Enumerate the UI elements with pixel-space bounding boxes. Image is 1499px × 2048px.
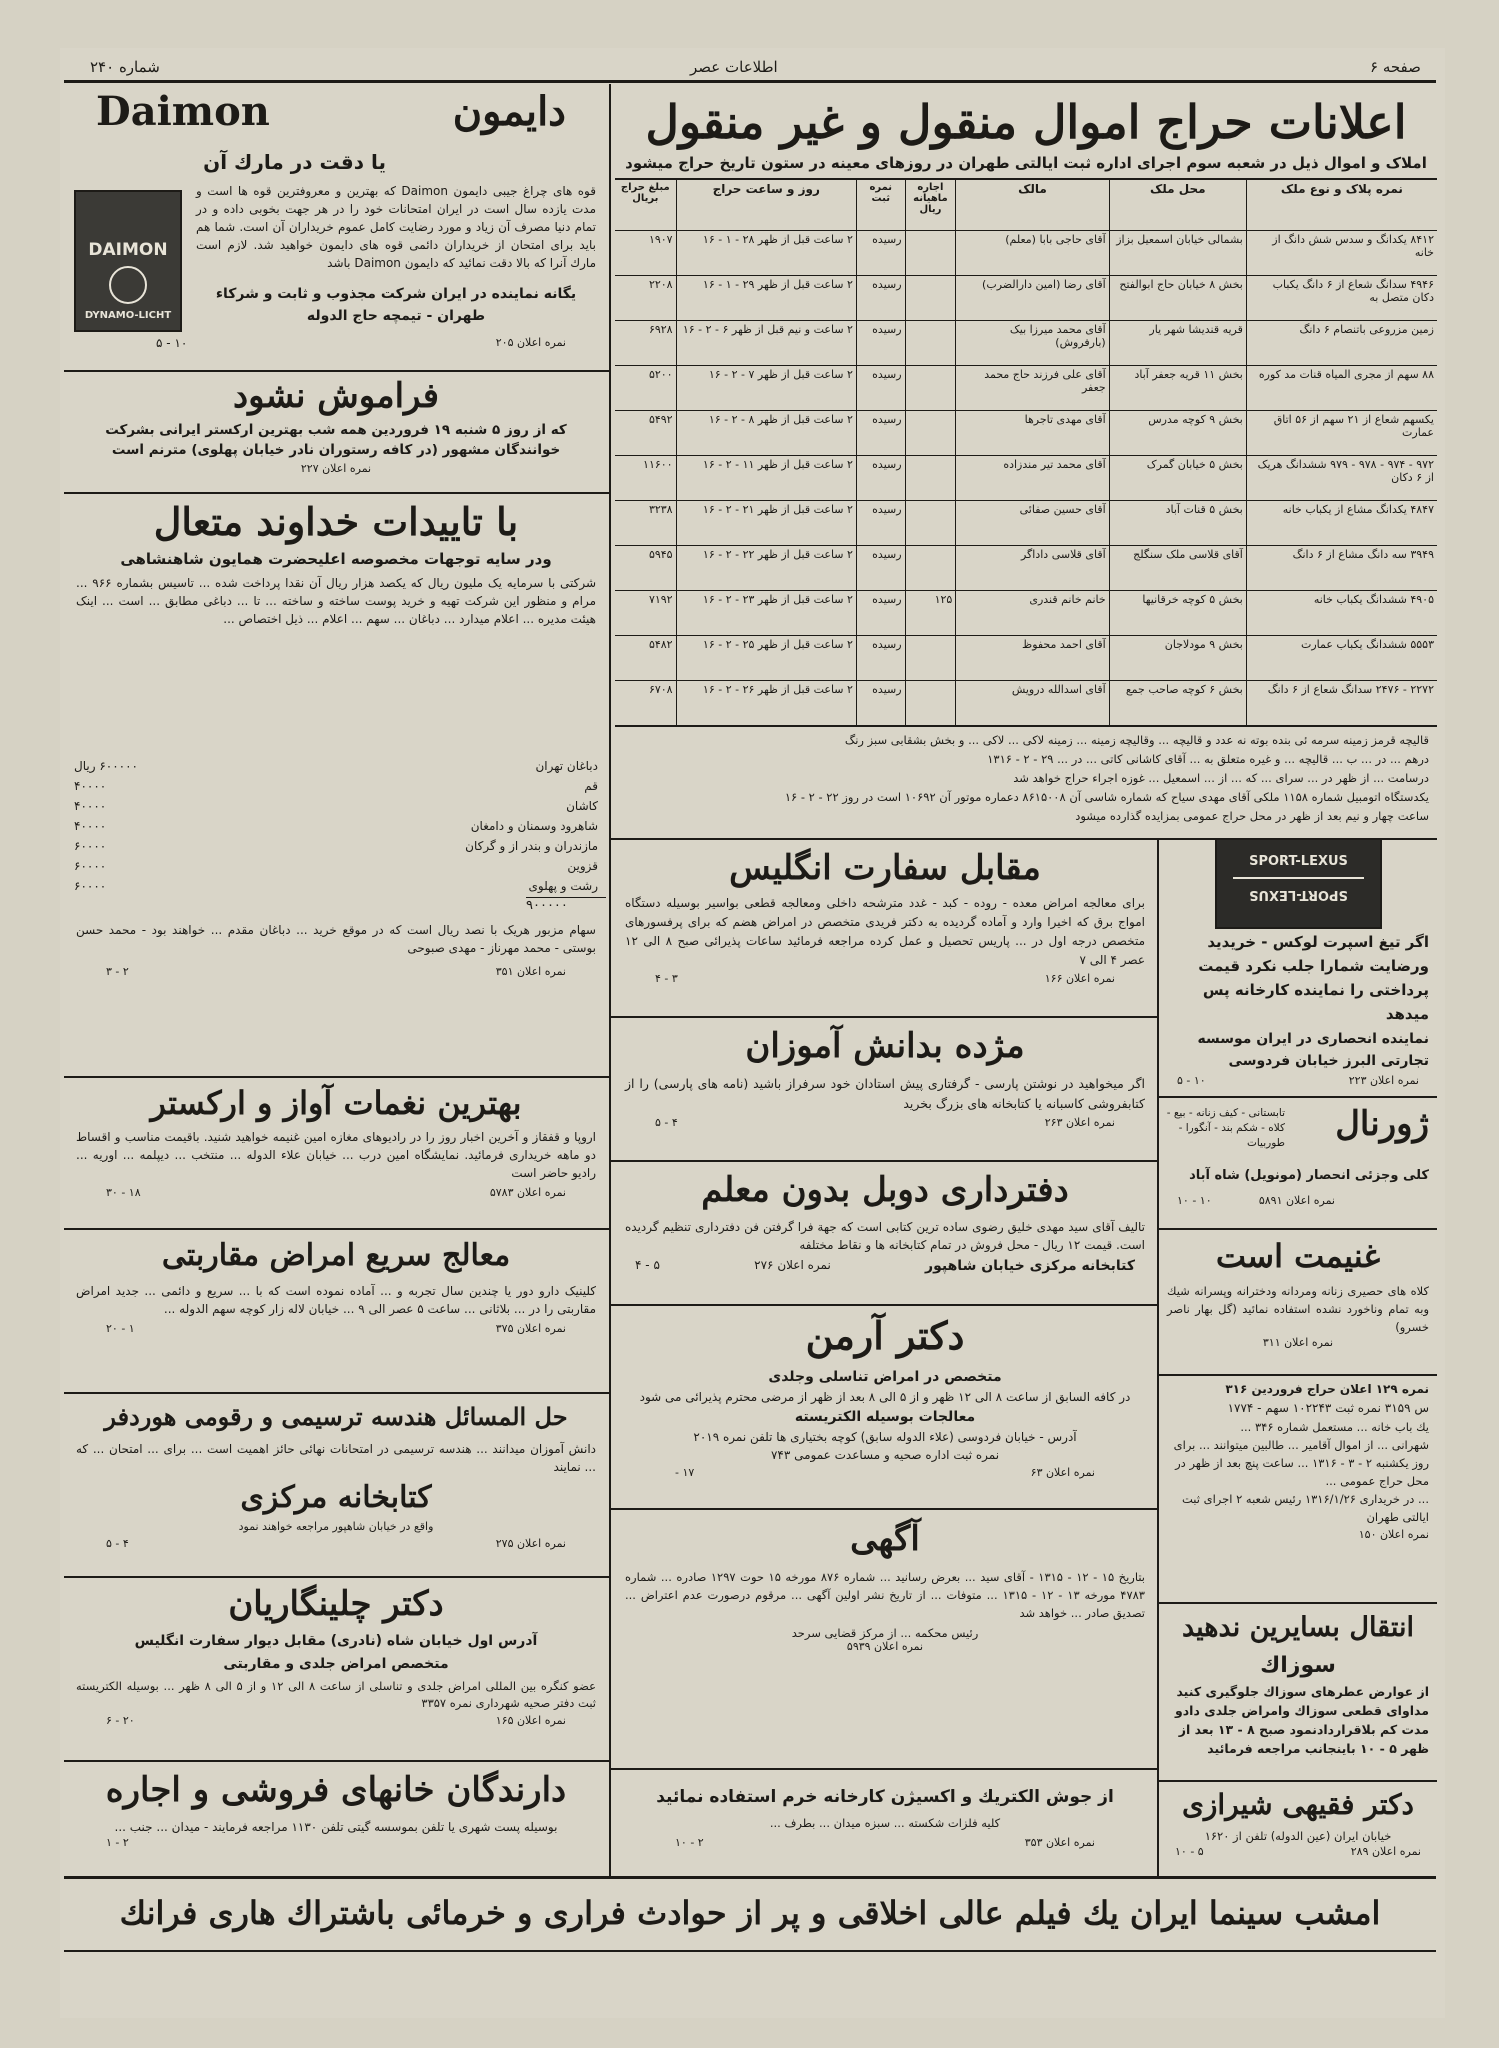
price-label: شاهرود وسمنان و دامغان (470, 819, 598, 833)
company-code: ۲ - ۳ (106, 965, 129, 978)
students-code: ۴ - ۵ (655, 1116, 678, 1129)
col-header-plate: نمره پلاک و نوع ملک (1246, 180, 1437, 231)
auction-cell-reg: رسیده (856, 501, 905, 546)
chelingarian-body: عضو کنگره بین المللی امراض جلدی و تناسلی از ساعت ۸ الی ۱۲ و از ۵ الی ۸ ظهر ... بوسیله الکتریسته ثبت دفتر صحیه شهرداری نمره ۳۳۵۷ (76, 1679, 596, 1710)
electric-title: از جوش الکتریك و اکسیژن کارخانه خرم استفاده نمائید (656, 1787, 1114, 1807)
auction-cell-reg: رسیده (856, 681, 905, 726)
col-header-location: محل ملک (1109, 180, 1246, 231)
daftardari-title: دفترداری دوبل بدون معلم (701, 1170, 1069, 1210)
auction-row (615, 636, 1437, 681)
ghanimat-ad (1161, 1230, 1435, 1372)
masthead-rule (64, 80, 1436, 83)
col-header-reg: نمره ثبت (856, 180, 905, 231)
clinic-footer (106, 1322, 566, 1335)
issue-number: شماره ۲۴۰ (90, 58, 160, 76)
auction-cell-plate: ۹۷۲ - ۹۷۴ - ۹۷۸ - ۹۷۹ ششدانگ هریک از ۶ دکان (1246, 456, 1437, 501)
auction-cell-reg: رسیده (856, 456, 905, 501)
daimon-agent: یگانه نماینده در ایران شرکت مجذوب و ثابت و شرکاء (215, 286, 577, 302)
daimon-brand-latin: Daimon (96, 88, 270, 135)
auction-cell-time: ۲ ساعت قبل از ظهر ۲۵ - ۲ - ۱۶ (676, 636, 856, 681)
auction-cell-time: ۲ ساعت قبل از ظهر ۲۶ - ۲ - ۱۶ (676, 681, 856, 726)
lexus-ad-no: نمره اعلان ۲۲۳ (1348, 1074, 1419, 1087)
music-code: ۱۸ - ۳۰ (106, 1186, 141, 1199)
clinic-body: کلینیک دارو دور یا چندین سال تجربه و ... آماده نموده است که با ... سریع و دائمی ... جدید امراض مقاربتی را در ... بلاثانی ... ساعت ۵ عصر الی ۹ ... خیابان لاله زار کوچه سهم الدوله ... (76, 1284, 596, 1316)
auction-cell-owner: آقای حسین صفائی (956, 501, 1109, 546)
agahi-ad-no: نمره اعلان ۵۹۳۹ (846, 1640, 924, 1653)
price-label: قزوین (567, 859, 598, 873)
relocation-ad (1161, 1604, 1435, 1778)
embassy-body: برای معالجه امراض معده - روده - کبد - غدد مترشحه داخلی ومعالجه قطعی بواسیر بوسیله دستگاه امواج برق که اخیرا وارد و آماده گردیده به دکتر فریدی متخصص در امراض هضم که برای پرفسورهای متخصص درجه اول در ... پاریس تحصیل و عمل کرده مراجعه فرمائید ساعات پذیرائی صبح ۸ الی ۱۲ عصر ۴ الی ۷ (625, 896, 1145, 967)
lexus-body: اگر تیغ اسپرت لوکس - خریدید ورضایت شمارا جلب نکرد قیمت پرداختی را نماینده کارخانه پس میدهد (1198, 933, 1429, 1023)
auction-cell-reg: رسیده (856, 411, 905, 456)
company-footer (106, 965, 566, 978)
notice-line: یك باب خانه ... مستعمل شماره ۳۴۶ ... (1240, 1420, 1429, 1434)
auction-cell-plate: یکسهم شعاع از ۲۱ سهم از ۵۶ اتاق عمارت (1246, 411, 1437, 456)
real-estate-title: دارندگان خانهای فروشی و اجاره (105, 1770, 567, 1810)
clinic-code: ۱ - ۲۰ (106, 1322, 135, 1335)
auction-cell-plate: ۴۸۴۷ یکدانگ مشاع از یکباب خانه (1246, 501, 1437, 546)
notice-line: نمره ۱۲۹ اعلان حراج فروردین ۳۱۶ (1225, 1382, 1429, 1396)
music-ad-no: نمره اعلان ۵۷۸۳ (489, 1186, 566, 1199)
daftardari-footer (635, 1258, 1135, 1274)
auction-row (615, 456, 1437, 501)
geometry-code: ۴ - ۵ (106, 1537, 129, 1550)
auction-cell-rent (905, 546, 956, 591)
geometry-body: دانش آموزان میدانند ... هندسه ترسیمی در امتحانات نهائی حائز اهمیت است ... برای ... امتحان ... که ... نمایند (76, 1442, 596, 1474)
auction-cell-location: بخش ۸ خیابان حاج ابوالفتح (1109, 276, 1246, 321)
auction-notice-box (1161, 1376, 1435, 1600)
cinema-banner: امشب سینما ایران یك فیلم عالی اخلاقی و پر از حوادث فراری و خرمائی باشتراك هاری فرانك (119, 1894, 1381, 1932)
price-value: ۴۰۰۰۰ (74, 779, 107, 793)
auction-cell-location: بخش ۵ قنات آباد (1109, 501, 1246, 546)
price-row (68, 757, 604, 775)
relocation-subtitle: سوزاك (1260, 1653, 1336, 1678)
auction-cell-rent (905, 501, 956, 546)
lexus-ribbon-bottom: SPORT-LEXUS (1249, 887, 1348, 902)
col-header-rent: اجاره ماهیانه ریال (905, 180, 956, 231)
auction-cell-reg: رسیده (856, 636, 905, 681)
clinic-title: معالج سریع امراض مقاربتی (161, 1238, 511, 1273)
auction-cell-location: بخش ۵ کوچه خرقانیها (1109, 591, 1246, 636)
price-label: دباغان تهران (535, 759, 598, 773)
col-header-time: روز و ساعت حراج (676, 180, 856, 231)
auction-row (615, 366, 1437, 411)
lexus-ribbon-divider (1233, 877, 1364, 879)
journal-ad-no: نمره اعلان ۵۸۹۱ (1258, 1194, 1335, 1207)
auction-cell-location: قریه قندیشا شهر یار (1109, 321, 1246, 366)
auction-cell-plate: ۳۹۴۹ سه دانگ مشاع از ۶ دانگ (1246, 546, 1437, 591)
embassy-ad (615, 842, 1155, 1014)
auction-cell-price: ۱۱۶۰۰ (615, 456, 676, 501)
chelingarian-code: ۲۰ - ۶ (106, 1714, 135, 1727)
students-footer (655, 1116, 1115, 1129)
armen-ad (615, 1306, 1155, 1506)
auction-cell-reg: رسیده (856, 276, 905, 321)
auction-cell-reg: رسیده (856, 591, 905, 636)
auction-title: اعلانات حراج اموال منقول و غیر منقول (645, 95, 1407, 149)
embassy-title: مقابل سفارت انگلیس (729, 848, 1041, 888)
shirazi-code: ۵ - ۱۰ (1175, 1845, 1204, 1858)
auction-row (615, 546, 1437, 591)
auction-cell-time: ۲ ساعت قبل از ظهر ۷ - ۲ - ۱۶ (676, 366, 856, 411)
auction-row (615, 231, 1437, 276)
company-ad-no: نمره اعلان ۳۵۱ (495, 965, 566, 978)
daimon-code: ۱۰ - ۵ (156, 336, 188, 350)
armen-treatment: معالجات بوسیله الکتریسته (794, 1409, 976, 1425)
daimon-tagline: یا دقت در مارك آن (203, 150, 386, 174)
embassy-ad-no: نمره اعلان ۱۶۶ (1044, 972, 1115, 985)
company-closing: سهام مزبور هریک با نصد ریال است که در موقع خرید ... دباغان مقدم ... خواهند بود - محمد حسن بوستی - محمد مهرناز - مهدی صبوحی (76, 923, 596, 955)
real-estate-body: بوسیله پست شهری یا تلفن بموسسه گیتی تلفن ۱۱۳۰ مراجعه فرمایند - میدان ... جنب ... (114, 1820, 558, 1834)
faramush-ad-no: نمره اعلان ۲۲۷ (300, 462, 372, 475)
price-value: ۶۰۰۰۰ (74, 859, 107, 873)
auction-cell-owner: آقای رضا (امین دارالضرب) (956, 276, 1109, 321)
lexus-ad (1161, 928, 1435, 1096)
auction-cell-owner: خانم خانم قندری (956, 591, 1109, 636)
daimon-address: طهران - تیمچه حاج الدوله (306, 308, 486, 324)
armen-license: نمره ثبت اداره صحیه و مساعدت عمومی ۷۴۳ (770, 1448, 1000, 1462)
students-ad-no: نمره اعلان ۲۶۳ (1044, 1116, 1115, 1129)
daftardari-ad-no: نمره اعلان ۲۷۶ (754, 1258, 831, 1272)
daimon-can-emblem (109, 266, 147, 304)
faramush-ad (66, 372, 606, 490)
journal-code: ۱۰ - ۱۰ (1177, 1194, 1212, 1207)
col-header-owner: مالک (956, 180, 1109, 231)
price-row (68, 837, 604, 855)
students-title: مژده بدانش آموزان (745, 1026, 1025, 1066)
notice-line: س ۳۱۵۹ نمره ثبت ۱۰۲۲۴۳ سهم - ۱۷۷۴ (1227, 1401, 1429, 1415)
auction-cell-owner: آقای محمد میرزا بیک (بارفروش) (956, 321, 1109, 366)
auction-cell-price: ۶۹۲۸ (615, 321, 676, 366)
auction-cell-rent (905, 636, 956, 681)
auction-cell-price: ۵۴۸۲ (615, 636, 676, 681)
daimon-can-bottom-text: DYNAMO-LICHT (84, 310, 172, 321)
chelingarian-ad (66, 1578, 606, 1758)
journal-agent: کلی وجزئی انحصار (مونویل) شاه آباد (1189, 1168, 1429, 1183)
armen-footer (675, 1466, 1095, 1479)
armen-code: ۱۷ - (675, 1466, 695, 1479)
geometry-footer (106, 1537, 566, 1550)
price-label: رشت و پهلوی (528, 879, 598, 893)
price-value: ۴۰۰۰۰ (74, 799, 107, 813)
auction-cell-rent (905, 366, 956, 411)
auction-cell-reg: رسیده (856, 231, 905, 276)
auction-cell-price: ۵۹۴۵ (615, 546, 676, 591)
auction-cell-rent (905, 411, 956, 456)
column-rule-left (609, 84, 611, 1876)
auction-row (615, 321, 1437, 366)
armen-title: دکتر آرمن (805, 1313, 965, 1358)
auction-table-wrap (615, 178, 1437, 727)
col-header-price: مبلغ حراج بریال (615, 180, 676, 231)
auction-cell-rent (905, 231, 956, 276)
journal-title: ژورنال (1335, 1104, 1429, 1144)
price-row (68, 877, 604, 895)
auction-row (615, 681, 1437, 726)
music-title: بهترین نغمات آواز و ارکستر (150, 1084, 522, 1122)
auction-cell-owner: آقای اسدالله درویش (956, 681, 1109, 726)
daftardari-code: ۵ - ۴ (635, 1258, 660, 1272)
relocation-body: از عوارض عطرهای سوزاك جلوگیری کنید مداوای قطعی سوزاك وامراض جلدی دادو مدت کم بلاقراردادنمود صبح ۸ - ۱۳ بعد از ظهر ۵ - ۱۰ باینجانب مراجعه فرمائید (1175, 1684, 1429, 1756)
shirazi-ad (1161, 1782, 1435, 1874)
lexus-footer (1177, 1074, 1419, 1087)
armen-body: در کافه السابق از ساعت ۸ الی ۱۲ ظهر و از ۵ الی ۸ بعد از ظهر از مرضی محترم پذیرائی می شود (639, 1390, 1131, 1404)
auction-cell-owner: آقای علی فرزند حاج محمد جعفر (956, 366, 1109, 411)
faramush-body: که از روز ۵ شنبه ۱۹ فروردین همه شب بهترین ارکستر ایرانی بشرکت خوانندگان مشهور (در کافه رستوران نادر خیابان پهلوی) مترنم است (105, 422, 567, 458)
company-title: با تاییدات خداوند متعال (153, 499, 519, 544)
price-label: کاشان (566, 799, 598, 813)
chelingarian-title: دکتر چلینگاریان (228, 1584, 444, 1624)
price-label: مازندران و بندر از و گرکان (465, 839, 598, 853)
auction-row (615, 276, 1437, 321)
auction-cell-rent (905, 321, 956, 366)
auction-table (615, 180, 1437, 725)
banner-top-rule (64, 1876, 1436, 1879)
auction-cell-plate: ۸۴۱۲ یکدانگ و سدس شش دانگ از خانه (1246, 231, 1437, 276)
auction-cell-owner: آقای محمد تیر مندزاده (956, 456, 1109, 501)
auction-cell-reg: رسیده (856, 366, 905, 411)
auction-cell-location: آقای قلاسی ملک سنگلج (1109, 546, 1246, 591)
sport-lexus-blade-logo (1215, 838, 1382, 929)
auction-cell-location: بخش ۹ کوچه مدرس (1109, 411, 1246, 456)
price-value: ۶۰۰۰۰ (74, 879, 107, 893)
clinic-ad (66, 1230, 606, 1390)
chelingarian-specialty: متخصص امراض جلدی و مقاربتی (223, 1656, 449, 1672)
auction-cell-time: ۲ ساعت قبل از ظهر ۲۸ - ۱ - ۱۶ (676, 231, 856, 276)
embassy-footer (655, 972, 1115, 985)
price-value: ۶۰۰۰۰۰ ریال (74, 759, 138, 773)
notice-line: شهرانی ... از اموال آقامیر ... طالبین میتوانند ... برای روز یکشنبه ۲ - ۳ - ۱۳۱۶ ... ساعت پنچ بعد از ظهر در محل حراج عمومی ... (1173, 1438, 1429, 1488)
auction-subtitle: املاک و اموال ذیل در شعبه سوم اجرای اداره ثبت ایالتی طهران در روزهای معینه در ستون تاریخ حراج میشود (625, 154, 1427, 172)
shirazi-footer (1175, 1845, 1421, 1858)
auction-cell-price: ۲۲۰۸ (615, 276, 676, 321)
students-ad (615, 1018, 1155, 1158)
shirazi-address: خیابان ایران (عین الدوله) تلفن از ۱۶۲۰ (1204, 1829, 1392, 1843)
auction-cell-plate: ۴۹۰۵ ششدانگ یکباب خانه (1246, 591, 1437, 636)
auction-row (615, 501, 1437, 546)
journal-items: تابستانی - کیف زنانه - بیع - کلاه - شکم بند - آنگورا - طوربیات (1166, 1107, 1285, 1149)
auction-cell-location: بخش ۹ مودلاجان (1109, 636, 1246, 681)
relocation-title: انتقال بسایرین ندهید (1181, 1612, 1415, 1643)
agahi-title: آگهی (850, 1519, 920, 1559)
armen-address: آدرس - خیابان فردوسی (علاء الدوله سابق) کوچه بختیاری ها تلفن نمره ۲۰۱۹ (693, 1430, 1077, 1444)
electric-ad (615, 1770, 1155, 1874)
price-row (68, 817, 604, 835)
shirazi-ad-no: نمره اعلان ۲۸۹ (1350, 1845, 1421, 1858)
ghanimat-title: غنیمت است (1215, 1237, 1381, 1275)
lexus-agent: نماینده انحصاری در ایران موسسه تجارتی البرز خیابان فردوسی (1197, 1031, 1429, 1069)
music-ad (66, 1078, 606, 1226)
auction-footer-line: یکدستگاه اتومبیل شماره ۱۱۵۸ ملکی آقای مهدی سیاح که شماره شاسی آن ۸۶۱۵۰۰۸ دعماره موتور آن ۱۰۶۹۲ است در روز ۲۲ - ۲ - ۱۶ (784, 790, 1429, 804)
auction-cell-owner: آقای حاجی بابا (معلم) (956, 231, 1109, 276)
auction-cell-price: ۱۹۰۷ (648, 233, 673, 246)
auction-cell-rent (905, 681, 956, 726)
clinic-ad-no: نمره اعلان ۳۷۵ (495, 1322, 566, 1335)
geometry-ad-no: نمره اعلان ۲۷۵ (495, 1537, 566, 1550)
auction-cell-rent: ۱۲۵ (905, 591, 956, 636)
students-body: اگر میخواهید در نوشتن پارسی - گرفتاری پیش استادان خود سرفراز باشید (نامه های پارسی) را از کتابفروشی کاسبانه یا کتابخانه های بزرگ بخرید (625, 1076, 1145, 1111)
auction-cell-price: ۵۴۹۲ (615, 411, 676, 456)
geometry-bookstore-note: واقع در خیابان شاهپور مراجعه خواهند نمود (238, 1520, 434, 1533)
geometry-ad (66, 1394, 606, 1574)
chelingarian-ad-no: نمره اعلان ۱۶۵ (495, 1714, 566, 1727)
column-rule-right (1157, 840, 1159, 1876)
daimon-brand-farsi: دایمون (452, 88, 566, 135)
auction-cell-plate: ۵۵۵۳ ششدانگ یکباب عمارت (1246, 636, 1437, 681)
lexus-ribbon-top: SPORT-LEXUS (1249, 854, 1348, 869)
auction-row (615, 411, 1437, 456)
daftardari-bookstore: کتابخانه مرکزی خیابان شاهپور (925, 1258, 1135, 1274)
auction-cell-time: ۲ ساعت و نیم قبل از ظهر ۶ - ۲ - ۱۶ (676, 321, 856, 366)
daimon-can-top-text: DAIMON (88, 240, 168, 260)
auction-footer-line: درسامت ... از ظهر در ... سرای ... که ... از ... اسمعیل ... غوزه اجراء حراج خواهد شد (1013, 771, 1429, 785)
auction-cell-plate: ۲۲۷۲ - ۲۴۷۶ سدانگ شعاع از ۶ دانگ (1246, 681, 1437, 726)
geometry-title: حل المسائل هندسه ترسیمی و رقومی هوردفر (104, 1402, 568, 1431)
auction-cell-location: بخش ۱۱ قریه جعفر آباد (1109, 366, 1246, 411)
auction-cell-reg: رسیده (856, 321, 905, 366)
notice-ad-no: نمره اعلان ۱۵۰ (1358, 1528, 1429, 1541)
agahi-body: بتاریخ ۱۵ - ۱۲ - ۱۳۱۵ - آقای سید ... بعرض رسانید ... شماره ۸۷۶ مورخه ۱۵ حوت ۱۲۹۷ صادره ... شماره ۴۷۸۳ مورخه ۱۳ - ۱۲ - ۱۳۱۵ ... متوفات ... از تاریخ نشر اولین آگهی ... مرقوم درصورت عدم اعتراض ... تصدیق صادر ... خواهد شد (625, 1570, 1145, 1620)
price-row (68, 857, 604, 875)
daftardari-ad (615, 1162, 1155, 1302)
newspaper-name: اطلاعات عصر (690, 58, 778, 76)
armen-ad-no: نمره اعلان ۶۳ (1030, 1466, 1095, 1479)
auction-cell-plate: ۴۹۴۶ سدانگ شعاع از ۶ دانگ یکباب دکان متصل به (1246, 276, 1437, 321)
company-body: شرکتی با سرمایه یک ملیون ریال که یکصد هزار ریال آن نقدا پرداخت شده ... تاسیس بشماره ۹۶۶ ... مرام و منظور این شرکت تهیه و خرید پوست ساخته و ساخته ... تا ... دباغی مطابق ... است ... اینک هیئت مدیره ... اعلام میدارد ... دباغان ... سهم ... اعلام ... ذیل اختصاص ... (76, 576, 596, 626)
auction-section (615, 86, 1437, 838)
electric-ad-no: نمره اعلان ۳۵۳ (1024, 1836, 1095, 1849)
auction-cell-time: ۲ ساعت قبل از ظهر ۲۲ - ۲ - ۱۶ (676, 546, 856, 591)
auction-cell-time: ۲ ساعت قبل از ظهر ۲۱ - ۲ - ۱۶ (676, 501, 856, 546)
lexus-code: ۱۰ - ۵ (1177, 1074, 1206, 1087)
embassy-code: ۳ - ۴ (655, 972, 678, 985)
auction-cell-plate: زمین مزروعی باتنصام ۶ دانگ (1246, 321, 1437, 366)
auction-cell-reg: رسیده (856, 546, 905, 591)
auction-footer-line: ساعت چهار و نیم بعد از ظهر در محل حراج عمومی بمزایده گذارده میشود (1075, 809, 1429, 823)
auction-cell-price: ۳۲۳۸ (615, 501, 676, 546)
company-subtitle: ودر سایه توجهات مخصوصه اعلیحضرت همایون شاهنشاهی (120, 550, 552, 568)
page-number: صفحه ۶ (1370, 58, 1421, 76)
ghanimat-body: کلاه های حصیری زنانه ومردانه ودخترانه وپسرانه شیك وبه تمام وناخورد نشده استفاده نمائید (گل بهار ناصر خسرو) (1167, 1284, 1429, 1334)
auction-cell-price: ۵۲۰۰ (615, 366, 676, 411)
company-price-table (66, 755, 606, 897)
ghanimat-ad-no: نمره اعلان ۳۱۱ (1262, 1336, 1334, 1349)
faramush-title: فراموش نشود (232, 376, 440, 416)
real-estate-code: ۲ - ۱ (106, 1836, 129, 1849)
chelingarian-address: آدرس اول خیابان شاه (نادری) مقابل دیوار سفارت انگلیس (134, 1633, 538, 1649)
journal-ad (1161, 1098, 1435, 1226)
music-body: اروپا و قفقاز و آخرین اخبار روز را در رادیوهای مغازه امین غنیمه خواهید شنید. باقیمت مناسب و اقساط دو ماهه خریداری فرمائید. نمایشگاه امین درب ... خیابان علاء الدوله ... منتخب ... دیپلمه ... اوریه ... رادیو حاضر است (76, 1130, 596, 1180)
price-label: قم (584, 779, 598, 793)
auction-cell-owner: آقای قلاسی داداگر (956, 546, 1109, 591)
auction-cell-time: ۲ ساعت قبل از ظهر ۱۱ - ۲ - ۱۶ (676, 456, 856, 501)
daimon-body: قوه های چراغ جیبی دایمون Daimon که بهترین و معروفترین قوه ها است و مدت یازده سال است در ایران امتحانات خود را در هر جهت بخوبی داده و در تمام دنیا مصرف آن زیاد و مورد رضایت کامل عموم خریداران آن است. شما هم باید برای امتحان از خریداران دائمی قوه های دایمون خواهید شد. لازم است مارك آنرا که بالا دقت نمائید که دایمون Daimon باشد (196, 184, 596, 270)
geometry-bookstore: کتابخانه مرکزی (240, 1480, 432, 1515)
auction-cell-time: ۲ ساعت قبل از ظهر ۲۳ - ۲ - ۱۶ (676, 591, 856, 636)
music-footer (106, 1186, 566, 1199)
auction-cell-rent (905, 456, 956, 501)
auction-cell-price: ۷۱۹۲ (615, 591, 676, 636)
electric-footer (675, 1836, 1095, 1849)
auction-cell-rent (905, 276, 956, 321)
agahi-ad (615, 1510, 1155, 1766)
shirazi-title: دکتر فقیهی شیرازی (1181, 1788, 1414, 1821)
price-value: ۶۰۰۰۰ (74, 839, 107, 853)
auction-cell-location: بخش ۶ کوچه صاحب جمع (1109, 681, 1246, 726)
daimon-battery-logo (74, 190, 182, 332)
banner-bottom-rule (64, 1950, 1436, 1952)
auction-cell-owner: آقای احمد محفوظ (956, 636, 1109, 681)
daftardari-body: تالیف آقای سید مهدی خلیق رضوی ساده ترین کتابی است که جهة فرا گرفتن فن دفترداری تنظیم گردیده است. قیمت ۱۲ ریال - محل فروش در تمام کتابخانه ها و نقاط مختلفه (625, 1220, 1145, 1252)
agahi-signature: رئیس محکمه ... از مرکز قضایی سرحد (791, 1626, 979, 1640)
real-estate-ad (66, 1762, 606, 1874)
auction-cell-location: بخش ۵ خیابان گمرک (1109, 456, 1246, 501)
chelingarian-footer (106, 1714, 566, 1727)
auction-cell-time: ۲ ساعت قبل از ظهر ۸ - ۲ - ۱۶ (676, 411, 856, 456)
price-value: ۴۰۰۰۰ (74, 819, 107, 833)
armen-specialty: متخصص در امراض تناسلی وجلدی (768, 1369, 1002, 1385)
electric-code: ۲ - ۱۰ (675, 1836, 704, 1849)
company-ad (66, 494, 606, 1074)
auction-footer (615, 727, 1437, 830)
notice-line: ... در خریداری ۱۳۱۶/۱/۲۶ رئیس شعبه ۲ اجرای ثبت ایالتی طهران (1181, 1492, 1429, 1524)
auction-cell-time: ۲ ساعت قبل از ظهر ۲۹ - ۱ - ۱۶ (676, 276, 856, 321)
auction-cell-price: ۶۷۰۸ (615, 681, 676, 726)
auction-cell-location: بشمالی خیابان اسمعیل بزاز (1109, 231, 1246, 276)
price-row (68, 777, 604, 795)
auction-footer-line: قالیچه قرمز زمینه سرمه ئی بنده بوته نه عدد و قالیچه ... وقالیچه زمینه ... زمینه لاکی ... لاکی ... و بخش بشقابی سبز رنگ (844, 733, 1429, 747)
electric-body: کلیه فلزات شکسته ... سبزه میدان ... بطرف ... (769, 1816, 1001, 1830)
daimon-ad-no: نمره اعلان ۲۰۵ (495, 336, 566, 349)
auction-row (615, 591, 1437, 636)
price-row (68, 797, 604, 815)
auction-cell-plate: ۸۸ سهم از مجری المیاه قنات مد کوره (1246, 366, 1437, 411)
company-total: ۹۰۰۰۰۰ (526, 897, 606, 913)
auction-footer-line: درهم ... در ... ب ... قالیچه ... و غیره متعلق به ... آقای کاشانی کاتی ... در ... ۲۹ - ۲ - ۱۳۱۶ (987, 752, 1429, 766)
auction-cell-owner: آقای مهدی تاجرها (956, 411, 1109, 456)
